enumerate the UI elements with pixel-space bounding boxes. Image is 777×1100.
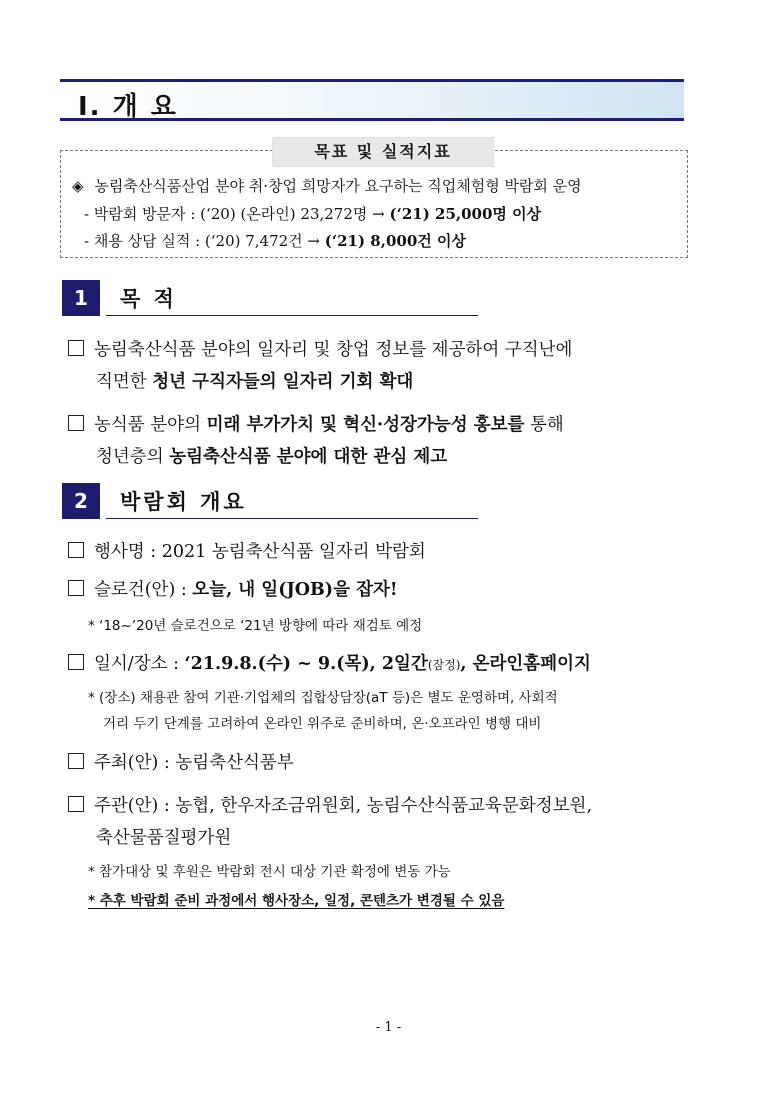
change-note: * 추후 박람회 준비 과정에서 행사장소, 일정, 콘텐츠가 변경될 수 있음 [88, 893, 505, 909]
paragraph-text: 농림축산식품 분야의 일자리 및 창업 정보를 제공하여 구직난에 [94, 340, 573, 360]
goals-main [72, 175, 582, 196]
purpose-paragraph [68, 336, 572, 361]
slogan-label: 슬로건(안) : [94, 580, 193, 600]
purpose-paragraph [68, 411, 564, 436]
checkbox-square-icon [68, 542, 84, 558]
goals-item-text: - 채용 상담 실적 : (‘20) 7,472건 → [84, 232, 325, 250]
goals-item [84, 230, 466, 251]
schedule-note-cont: 거리 두기 단계를 고려하여 온라인 위주로 준비하며, 온·오프라인 병행 대비 [103, 716, 542, 732]
heading-rule [106, 315, 478, 316]
paragraph-text: 청년층의 [96, 447, 170, 467]
slogan-note: * ‘18~’20년 슬로건으로 ‘21년 방향에 따라 재검토 예정 [88, 618, 423, 634]
diamond-bullet-icon: ◈ [72, 177, 84, 195]
slogan-text: 오늘, 내 일(JOB)을 잡자! [192, 580, 398, 600]
goals-item-target: (‘21) 25,000명 이상 [389, 205, 542, 223]
goals-item [84, 203, 541, 224]
checkbox-square-icon [68, 654, 84, 670]
goals-title: 목표 및 실적지표 [272, 137, 494, 167]
organizer-item [68, 792, 592, 817]
section-number-2: 2 [62, 483, 100, 519]
organizer-text: 주관(안) : 농협, 한우자조금위원회, 농림수산식품교육문화정보원, [94, 796, 593, 816]
organizer-item-cont: 축산물품질평가원 [96, 828, 232, 848]
goals-main-text: 농림축산식품산업 분야 취·창업 희망자가 요구하는 직업체험형 박람회 운영 [94, 177, 582, 195]
schedule-venue: , 온라인홈페이지 [460, 654, 591, 674]
host-item [68, 749, 294, 774]
checkbox-square-icon [68, 580, 84, 596]
schedule-note: * (장소) 채용관 참여 기관·기업체의 집합상담장(aT 등)은 별도 운영하며, 사회적 [88, 690, 558, 706]
checkbox-square-icon [68, 796, 84, 812]
slogan-item [68, 576, 398, 601]
paragraph-emphasis: 청년 구직자들의 일자리 기회 확대 [152, 372, 414, 392]
checkbox-square-icon [68, 753, 84, 769]
purpose-paragraph-cont [96, 443, 447, 468]
page-number: - 1 - [375, 1020, 402, 1035]
purpose-paragraph-cont [96, 368, 413, 393]
event-name-item [68, 538, 426, 563]
section-number-1: 1 [62, 280, 100, 316]
paragraph-emphasis: 농림축산식품 분야에 대한 관심 제고 [169, 447, 448, 467]
schedule-tentative: (잠정) [427, 658, 461, 672]
goals-item-text: - 박람회 방문자 : (‘20) (온라인) 23,272명 → [84, 205, 390, 223]
participants-note: * 참가대상 및 후원은 박람회 전시 대상 기관 확정에 변동 가능 [88, 864, 451, 880]
checkbox-square-icon [68, 415, 84, 431]
schedule-label: 일시/장소 : [94, 654, 185, 674]
host-text: 주최(안) : 농림축산식품부 [94, 753, 294, 773]
section-header [60, 79, 684, 121]
overview-heading: 박람회 개요 [120, 490, 247, 514]
paragraph-text: 농식품 분야의 [94, 415, 207, 435]
paragraph-emphasis: 미래 부가가치 및 혁신·성장가능성 홍보를 [206, 415, 525, 435]
heading-rule [106, 518, 478, 519]
event-name-text: 행사명 : 2021 농림축산식품 일자리 박람회 [94, 542, 426, 562]
schedule-item [68, 650, 591, 675]
schedule-dates: ‘21.9.8.(수) ~ 9.(목), 2일간 [184, 654, 428, 674]
purpose-heading: 목 적 [120, 287, 177, 311]
goals-item-target: (‘21) 8,000건 이상 [324, 232, 466, 250]
paragraph-text: 통해 [524, 415, 564, 435]
section-title: Ⅰ. 개 요 [78, 92, 178, 122]
checkbox-square-icon [68, 340, 84, 356]
paragraph-text: 직면한 [96, 372, 153, 392]
